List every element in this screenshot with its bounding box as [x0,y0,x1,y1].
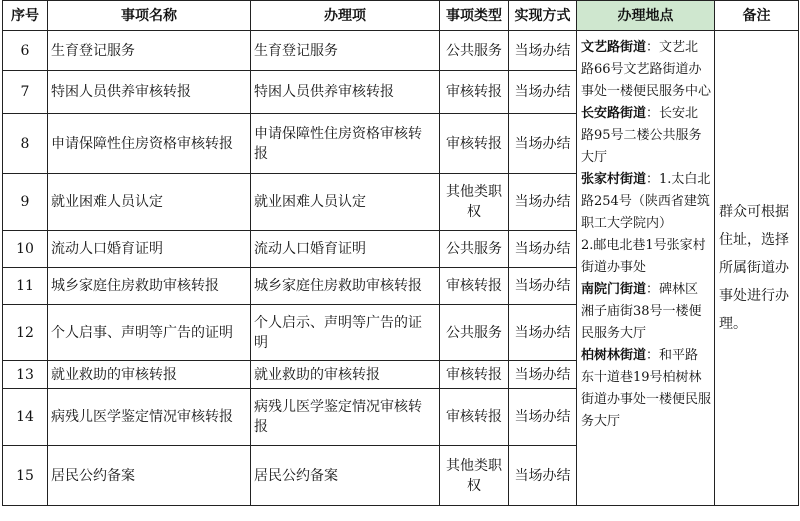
row-name: 居民公约备案 [48,446,251,506]
header-location: 办理地点 [577,1,715,31]
row-item: 城乡家庭住房救助审核转报 [251,268,440,305]
location-entry [581,279,711,345]
row-name: 申请保障性住房资格审核转报 [48,114,251,174]
row-method: 当场办结 [509,231,577,268]
row-name: 城乡家庭住房救助审核转报 [48,268,251,305]
row-no: 14 [3,389,48,446]
location-cell [577,31,715,506]
row-no: 15 [3,446,48,506]
header-row [3,1,799,31]
row-no: 9 [3,174,48,231]
row-item: 流动人口婚育证明 [251,231,440,268]
header-no: 序号 [3,1,48,31]
row-name: 特困人员供养审核转报 [48,71,251,114]
row-method: 当场办结 [509,31,577,71]
location-entry [581,37,711,103]
location-entry [581,103,711,169]
row-item: 个人启示、声明等广告的证明 [251,305,440,361]
row-type: 公共服务 [440,305,509,361]
row-type: 审核转报 [440,71,509,114]
row-method: 当场办结 [509,361,577,389]
row-no: 13 [3,361,48,389]
location-entry [581,169,711,235]
row-type: 其他类职权 [440,446,509,506]
location-entry [581,235,711,279]
row-type: 审核转报 [440,389,509,446]
location-address: 2.邮电北巷1号张家村街道办事处 [581,238,706,275]
row-item: 病残儿医学鉴定情况审核转报 [251,389,440,446]
location-address: ：和平路东十道巷19号柏树林街道办事处一楼便民服务大厅 [581,348,712,429]
row-method: 当场办结 [509,174,577,231]
header-name: 事项名称 [48,1,251,31]
header-type: 事项类型 [440,1,509,31]
location-street: 长安路街道 [581,106,647,121]
row-type: 公共服务 [440,231,509,268]
row-type: 其他类职权 [440,174,509,231]
row-method: 当场办结 [509,389,577,446]
location-street: 柏树林街道 [581,348,647,363]
row-no: 6 [3,31,48,71]
row-item: 生育登记服务 [251,31,440,71]
row-no: 11 [3,268,48,305]
header-note: 备注 [715,1,799,31]
row-method: 当场办结 [509,71,577,114]
row-name: 流动人口婚育证明 [48,231,251,268]
location-address: ：碑林区湘子庙街38号一楼便民服务大厅 [581,282,702,341]
row-no: 8 [3,114,48,174]
location-street: 张家村街道 [581,172,647,187]
row-name: 生育登记服务 [48,31,251,71]
row-name: 就业救助的审核转报 [48,361,251,389]
location-address: ：1.太白北路254号（陕西省建筑职工大学院内） [581,172,711,231]
row-name: 病残儿医学鉴定情况审核转报 [48,389,251,446]
row-type: 审核转报 [440,361,509,389]
location-address: ：长安北路95号二楼公共服务大厅 [581,106,702,165]
row-no: 10 [3,231,48,268]
header-item: 办理项 [251,1,440,31]
row-no: 7 [3,71,48,114]
table-row [3,31,799,71]
row-type: 审核转报 [440,114,509,174]
location-street: 南院门街道 [581,282,647,297]
row-item: 就业困难人员认定 [251,174,440,231]
row-method: 当场办结 [509,446,577,506]
location-address: ：文艺北路66号文艺路街道办事处一楼便民服务中心 [581,40,712,99]
row-item: 特困人员供养审核转报 [251,71,440,114]
service-table-page [2,0,798,506]
location-entry [581,345,711,433]
header-method: 实现方式 [509,1,577,31]
row-method: 当场办结 [509,305,577,361]
row-item: 申请保障性住房资格审核转报 [251,114,440,174]
row-item: 就业救助的审核转报 [251,361,440,389]
row-no: 12 [3,305,48,361]
note-cell: 群众可根据住址，选择所属街道办事处进行办理。 [715,31,799,506]
row-type: 公共服务 [440,31,509,71]
row-item: 居民公约备案 [251,446,440,506]
row-name: 就业困难人员认定 [48,174,251,231]
location-street: 文艺路街道 [581,40,647,55]
row-method: 当场办结 [509,114,577,174]
service-table [2,0,799,506]
row-name: 个人启事、声明等广告的证明 [48,305,251,361]
row-method: 当场办结 [509,268,577,305]
row-type: 审核转报 [440,268,509,305]
